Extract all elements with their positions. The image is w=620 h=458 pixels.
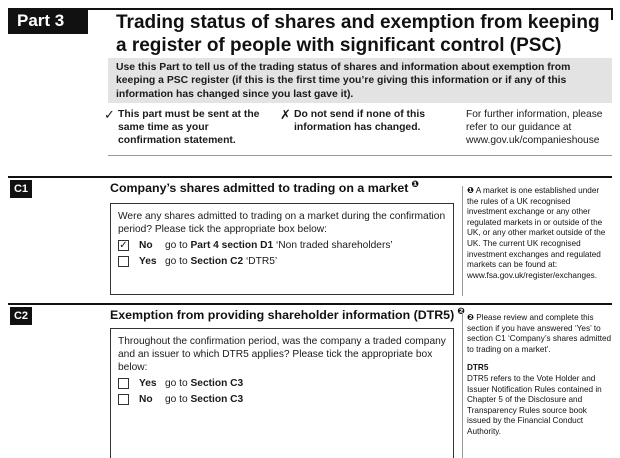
cross-icon: ✗ bbox=[280, 107, 291, 122]
section-divider-c2 bbox=[8, 303, 612, 305]
checkbox-yes-c1[interactable] bbox=[118, 256, 129, 267]
section-heading-c1 bbox=[110, 178, 419, 196]
side-note-c1 bbox=[462, 186, 612, 296]
question-box-c2 bbox=[110, 328, 454, 458]
option-target: Section C3 bbox=[190, 394, 244, 405]
question-box-c1 bbox=[110, 203, 454, 295]
checkbox-yes-c2[interactable] bbox=[118, 378, 129, 389]
question-c2: Throughout the confirmation period, was the company a traded company and an issuer to which DTR5 applies? Please tick the appropriate box below: bbox=[118, 336, 446, 373]
do-not-send-note bbox=[280, 108, 440, 134]
option-answer: Yes bbox=[139, 378, 157, 389]
option-no-c1 bbox=[118, 239, 446, 252]
dtr5-heading: DTR5 bbox=[467, 363, 489, 373]
option-target: Section C3 bbox=[190, 378, 244, 389]
side-note-c2 bbox=[462, 313, 612, 458]
side-note-c2-text: Please review and complete this section if you have answered ‘Yes’ to section C1 ‘Company’s shares admitted to trading on a market’. bbox=[467, 313, 612, 354]
section-badge-c2: C2 bbox=[10, 307, 32, 325]
option-detail: ‘Non traded shareholders’ bbox=[276, 240, 393, 251]
intro-box: Use this Part to tell us of the trading status of shares and information about exemption from keeping a PSC register (if this is the first time you’re giving this information or if any of this information has changed since you last gave it). bbox=[108, 58, 612, 103]
note-marker-2-icon: ❷ bbox=[467, 313, 474, 322]
checkbox-no-c2[interactable] bbox=[118, 394, 129, 405]
section-badge-c1: C1 bbox=[10, 180, 32, 198]
further-info-note: For further information, please refer to our guidance at www.gov.uk/companieshouse bbox=[466, 109, 603, 146]
note-marker-1-icon: ❶ bbox=[411, 178, 419, 189]
must-send-note bbox=[104, 108, 264, 147]
option-goto: go to bbox=[165, 256, 188, 267]
option-goto: go to bbox=[165, 378, 188, 389]
option-goto: go to bbox=[165, 394, 188, 405]
checkmark-icon: ✓ bbox=[104, 107, 115, 122]
option-yes-c1 bbox=[118, 255, 446, 268]
section-rule bbox=[108, 155, 612, 156]
top-rule bbox=[8, 8, 612, 10]
part-badge: Part 3 bbox=[8, 8, 88, 34]
option-answer: No bbox=[139, 240, 153, 251]
option-answer: No bbox=[139, 394, 153, 405]
option-target: Part 4 section D1 bbox=[190, 240, 274, 251]
note-marker-2-icon: ❷ bbox=[457, 305, 465, 316]
option-detail: ‘DTR5’ bbox=[246, 256, 278, 267]
must-send-text: This part must be sent at the same time as your confirmation statement. bbox=[118, 109, 260, 146]
section-heading-c1-text: Company’s shares admitted to trading on a market bbox=[110, 181, 409, 195]
side-note-c1-text: A market is one established under the rules of a UK recognised investment exchange or any other regulated markets in or outside of the UK, or any other market outside of the UK. The current UK recognised investment exchanges and regulated markets can be found at: www.fsa.gov.uk/register/exchanges. bbox=[467, 186, 606, 280]
section-divider-c1 bbox=[8, 176, 612, 178]
option-answer: Yes bbox=[139, 256, 157, 267]
section-heading-c2-text: Exemption from providing shareholder information (DTR5) bbox=[110, 308, 455, 322]
page-title: Trading status of shares and exemption from keeping a register of people with significant control (PSC) bbox=[116, 12, 600, 56]
option-yes-c2 bbox=[118, 377, 446, 390]
option-goto: go to bbox=[165, 240, 188, 251]
top-rule-end bbox=[611, 8, 613, 20]
option-target: Section C2 bbox=[190, 256, 244, 267]
section-heading-c2 bbox=[110, 305, 465, 323]
question-c1: Were any shares admitted to trading on a market during the confirmation period? Please tick the appropriate box below: bbox=[118, 211, 446, 235]
checkbox-no-c1[interactable]: ✓ bbox=[119, 239, 128, 251]
note-marker-1-icon: ❶ bbox=[467, 186, 474, 195]
option-no-c2 bbox=[118, 393, 446, 406]
do-not-send-text: Do not send if none of this information has changed. bbox=[294, 109, 426, 133]
dtr5-text: DTR5 refers to the Vote Holder and Issuer Notification Rules contained in Chapter 5 of the Disclosure and Transparency Rules source book issued by the Financial Conduct Authority. bbox=[467, 373, 602, 436]
